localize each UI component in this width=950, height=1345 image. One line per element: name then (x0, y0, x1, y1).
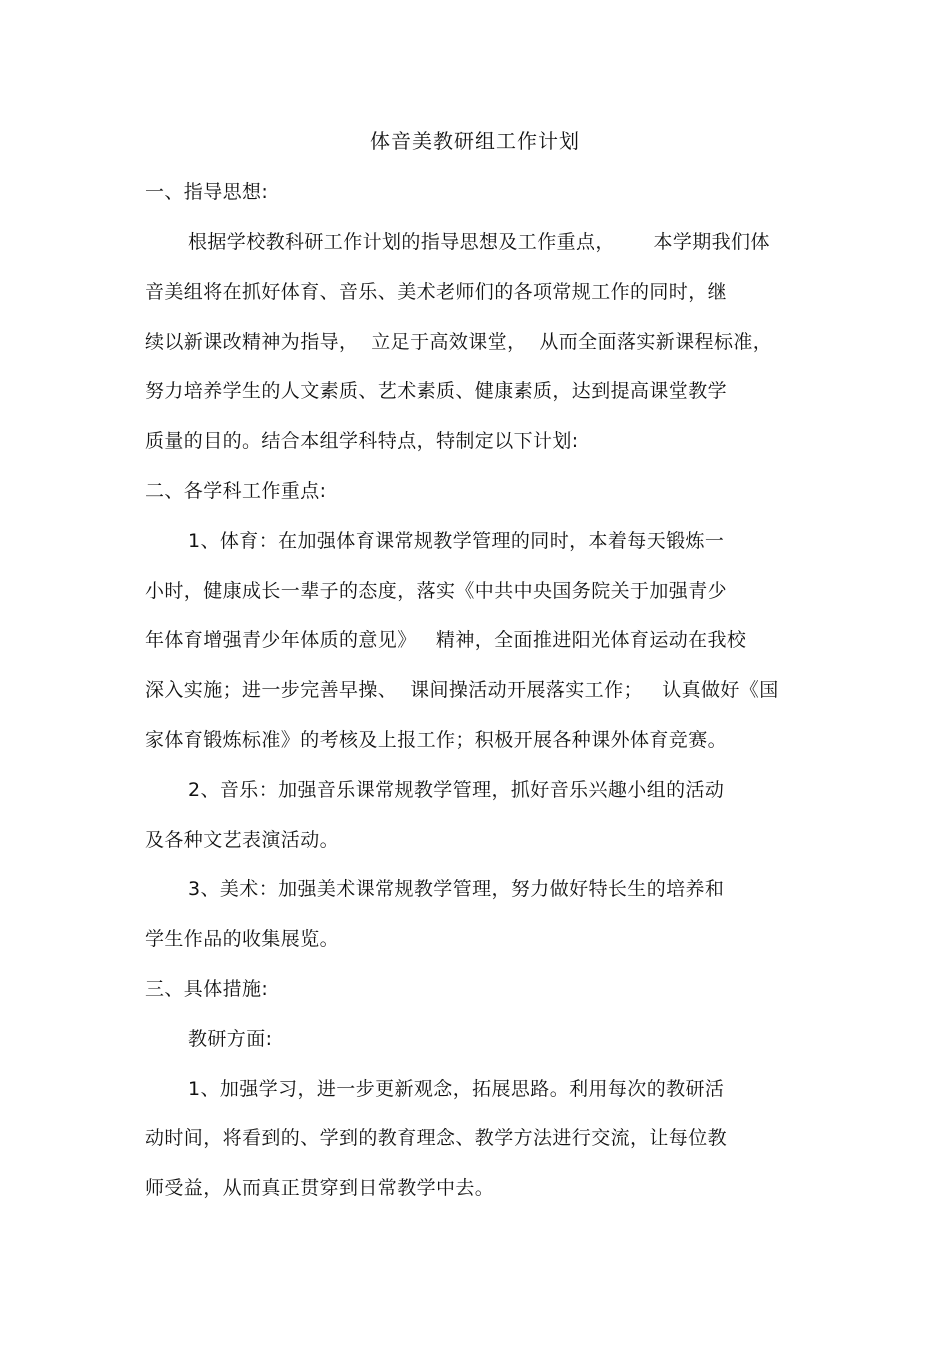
paragraph-line: 音美组将在抓好体育、音乐、美术老师们的各项常规工作的同时，继 (145, 281, 728, 303)
paragraph-line: 动时间，将看到的、学到的教育理念、教学方法进行交流，让每位教 (145, 1127, 728, 1149)
document-title: 体音美教研组工作计划 (370, 129, 580, 153)
section-heading-guiding-ideology: 一、指导思想: (145, 181, 269, 203)
paragraph-line: 续以新课改精神为指导， 立足于高效课堂， 从而全面落实新课程标准， (145, 331, 773, 353)
subheading-teaching-research: 教研方面: (188, 1028, 273, 1050)
paragraph-line: 3、美术：加强美术课常规教学管理，努力做好特长生的培养和 (188, 878, 725, 900)
paragraph-line: 及各种文艺表演活动。 (145, 829, 340, 851)
paragraph-line: 根据学校教科研工作计划的指导思想及工作重点， 本学期我们体 (188, 231, 770, 253)
section-heading-measures: 三、具体措施: (145, 978, 269, 1000)
paragraph-line: 深入实施；进一步完善早操、 课间操活动开展落实工作； 认真做好《国 (145, 679, 779, 701)
section-heading-subject-focus: 二、各学科工作重点: (145, 480, 327, 502)
paragraph-line: 家体育锻炼标准》的考核及上报工作；积极开展各种课外体育竞赛。 (145, 729, 728, 751)
paragraph-line: 学生作品的收集展览。 (145, 928, 340, 950)
paragraph-line: 小时，健康成长一辈子的态度，落实《中共中央国务院关于加强青少 (145, 580, 728, 602)
paragraph-line: 年体育增强青少年体质的意见》 精神，全面推进阳光体育运动在我校 (145, 629, 747, 651)
paragraph-line: 质量的目的。结合本组学科特点，特制定以下计划: (145, 430, 579, 452)
paragraph-line: 师受益，从而真正贯穿到日常教学中去。 (145, 1177, 495, 1199)
paragraph-line: 努力培养学生的人文素质、艺术素质、健康素质，达到提高课堂教学 (145, 380, 728, 402)
paragraph-line: 1、加强学习，进一步更新观念，拓展思路。利用每次的教研活 (188, 1078, 725, 1100)
paragraph-line: 2、音乐：加强音乐课常规教学管理，抓好音乐兴趣小组的活动 (188, 779, 725, 801)
paragraph-line: 1、体育：在加强体育课常规教学管理的同时，本着每天锻炼一 (188, 530, 725, 552)
